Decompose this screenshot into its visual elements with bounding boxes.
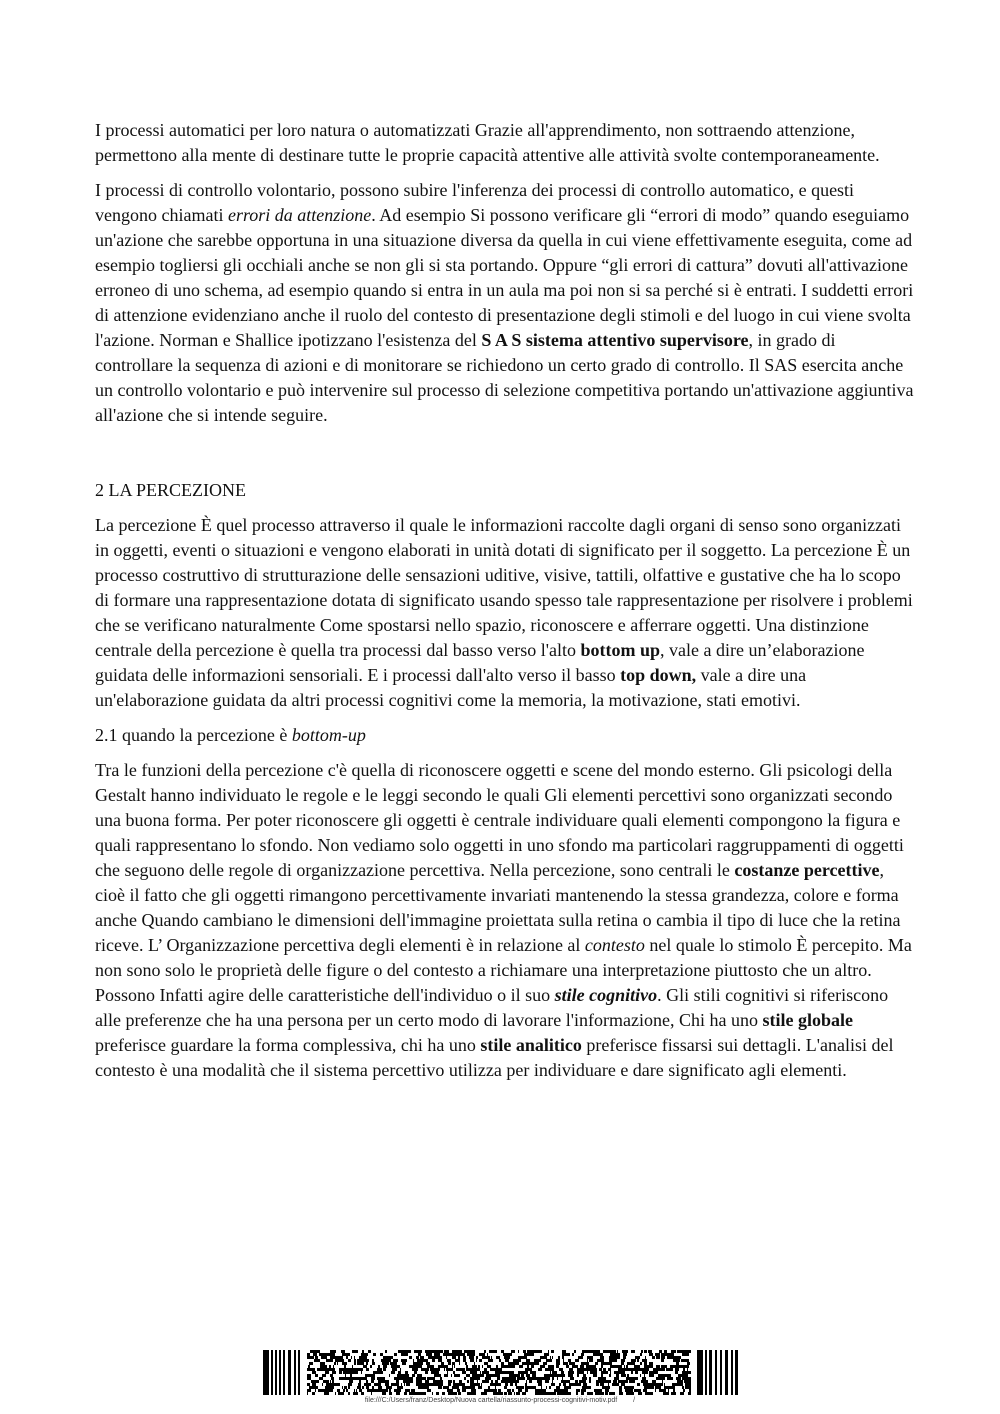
paragraph bbox=[95, 758, 917, 1083]
footer-path-text: file:///C:/Users/franz/Desktop/Nuova cartella/riassunto-processi-cognitivi-motiv.pdf bbox=[364, 1397, 618, 1404]
footer-mark: / bbox=[633, 1397, 636, 1404]
text-run: 2 LA PERCEZIONE bbox=[95, 480, 246, 500]
text-run: , vale a dire un’elaborazione guidata delle informazioni sensoriali. E i processi dall'alto verso il basso bbox=[95, 640, 865, 685]
emphasis-text: contesto bbox=[584, 935, 645, 955]
footer-file-path bbox=[0, 1397, 1000, 1404]
text-run: preferisce fissarsi sui dettagli. L'analisi del contesto è una modalità che il sistema percettivo utilizza per individuare e dare significato agli elementi. bbox=[95, 1035, 894, 1080]
emphasis-text: S A S sistema attentivo supervisore bbox=[481, 330, 749, 350]
text-run: preferisce guardare la forma complessiva, chi ha uno bbox=[95, 1035, 481, 1055]
text-run: vale a dire una un'elaborazione guidata da altri processi cognitivi come la memoria, la motivazione, stati emotivi. bbox=[95, 665, 807, 710]
emphasis-text: bottom-up bbox=[291, 725, 366, 745]
emphasis-text: errori da attenzione bbox=[227, 205, 372, 225]
text-run: I processi di controllo volontario, possono subire l'inferenza dei processi di controllo automatico, e questi vengono chiamati bbox=[95, 180, 855, 225]
emphasis-text: stile cognitivo bbox=[554, 985, 658, 1005]
emphasis-text: costanze percettive bbox=[734, 860, 880, 880]
paragraph bbox=[95, 118, 917, 168]
section-gap bbox=[95, 438, 917, 478]
text-run: , in grado di controllare la sequenza di azioni e di monitorare se richiedono un certo grado di controllo. Il SAS esercita anche un controllo volontario e può intervenire sul processo di selezione competitiva portando un'attivazione aggiuntiva all'azione che si intende seguire. bbox=[95, 330, 914, 425]
emphasis-text: top down, bbox=[620, 665, 697, 685]
document-body bbox=[95, 118, 917, 1093]
text-run: . Gli stili cognitivi si riferiscono alle preferenze che ha una persona per un certo modo di lavorare l'informazione, Chi ha uno bbox=[95, 985, 889, 1030]
text-run: La percezione È quel processo attraverso il quale le informazioni raccolte dagli organi di senso sono organizzati in oggetti, eventi o situazioni e vengono elaborati in unità dotati di significato per il soggetto. La percezione È un processo costruttivo di strutturazione delle sensazioni uditive, visive, tattili, olfattive e gustative che ha lo scopo di formare una rappresentazione dotata di significato usando spesso tale rappresentazione per risolvere i problemi che se verificano naturalmente Come spostarsi nello spazio, riconoscere e afferrare oggetti. Una distinzione centrale della percezione è quella tra processi dal basso verso l'alto bbox=[95, 515, 913, 660]
emphasis-text: bottom up bbox=[580, 640, 661, 660]
text-run: . Ad esempio Si possono verificare gli “errori di modo” quando eseguiamo un'azione che sarebbe opportuna in una situazione diversa da quella in cui viene effettivamente eseguita, come ad esempio togliersi gli occhiali anche se non gli si sta portando. Oppure “gli errori di cattura” dovuti all'attivazione erroneo di uno schema, ad esempio quando si entra in un aula ma poi non si sa perché si è entrati. I suddetti errori di attenzione evidenziano anche il ruolo del contesto di presentazione degli stimoli e del luogo in cui viene svolta l'azione. Norman e Shallice ipotizzano l'esistenza del bbox=[95, 205, 914, 350]
text-run: Tra le funzioni della percezione c'è quella di riconoscere oggetti e scene del mondo esterno. Gli psicologi della Gestalt hanno individuato le regole e le leggi secondo le quali Gli elementi percettivi sono organizzati secondo una buona forma. Per poter riconoscere gli oggetti è centrale individuare quali elementi compongono la figura e quali rappresentano lo sfondo. Non vediamo solo oggetti in uno sfondo ma particolari raggruppamenti di oggetti che seguono delle regole di organizzazione percettiva. Nella percezione, sono centrali le bbox=[95, 760, 904, 880]
text-run: I processi automatici per loro natura o automatizzati Grazie all'apprendimento, non sottraendo attenzione, permettono alla mente di destinare tutte le proprie capacità attentive alle attività svolte contemporaneamente. bbox=[95, 120, 880, 165]
emphasis-text: stile globale bbox=[762, 1010, 853, 1030]
section-heading bbox=[95, 723, 917, 748]
section-heading bbox=[95, 478, 917, 503]
paragraph bbox=[95, 513, 917, 713]
text-run: , cioè il fatto che gli oggetti rimangono percettivamente invariati mantenendo la stessa grandezza, colore e forma anche Quando cambiano le dimensioni dell'immagine proiettata sulla retina o cambia il tipo di luce che la retina riceve. L’ Organizzazione percettiva degli elementi è in relazione al bbox=[95, 860, 901, 955]
text-run: 2.1 quando la percezione è bbox=[95, 725, 292, 745]
text-run: nel quale lo stimolo È percepito. Ma non sono solo le proprietà delle figure o del contesto a richiamare una interpretazione piuttosto che un altro. Possono Infatti agire delle caratteristiche dell'individuo o il suo bbox=[95, 935, 912, 1005]
paragraph bbox=[95, 178, 917, 428]
emphasis-text: stile analitico bbox=[480, 1035, 582, 1055]
pdf417-barcode bbox=[263, 1350, 741, 1395]
